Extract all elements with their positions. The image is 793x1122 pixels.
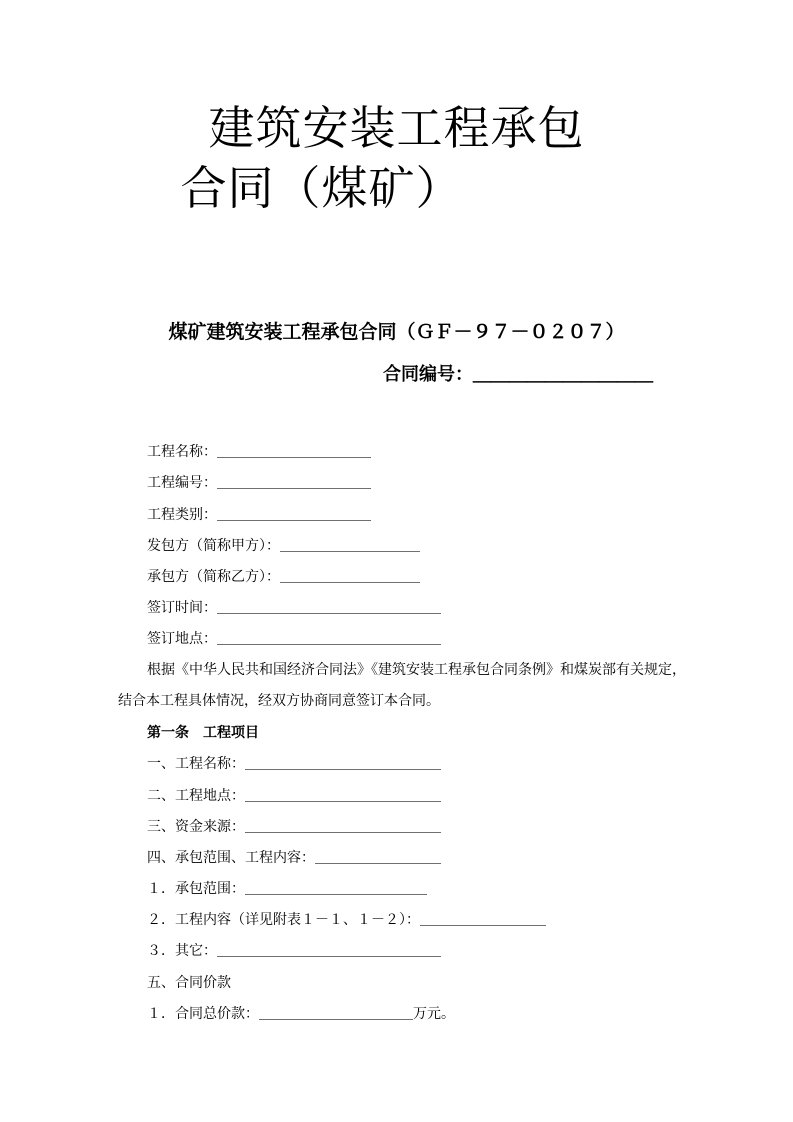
field-project-number: 工程编号：＿＿＿＿＿＿＿＿＿＿＿ bbox=[147, 475, 371, 491]
article1-item: １．承包范围：＿＿＿＿＿＿＿＿＿＿＿＿＿ bbox=[147, 881, 427, 897]
article1-item: 五、合同价款 bbox=[147, 975, 231, 991]
preamble-line1: 根据《中华人民共和国经济合同法》《建筑安装工程承包合同条例》和煤炭部有关规定， bbox=[147, 662, 686, 678]
document-title-line2: 合同（煤矿） bbox=[180, 161, 463, 215]
article1-item: 四、承包范围、工程内容：＿＿＿＿＿＿＿＿＿ bbox=[147, 850, 441, 866]
preamble-line2: 结合本工程具体情况，经双方协商同意签订本合同。 bbox=[118, 693, 440, 709]
article1-item: ３．其它：＿＿＿＿＿＿＿＿＿＿＿＿＿＿＿＿ bbox=[147, 943, 441, 959]
field-project-category: 工程类别：＿＿＿＿＿＿＿＿＿＿＿ bbox=[147, 507, 371, 523]
contract-subtitle: 煤矿建筑安装工程承包合同（ＧＦ－９７－０２０７） bbox=[168, 321, 625, 343]
field-project-name: 工程名称：＿＿＿＿＿＿＿＿＿＿＿ bbox=[147, 444, 371, 460]
article1-item: 二、工程地点：＿＿＿＿＿＿＿＿＿＿＿＿＿＿ bbox=[147, 788, 441, 804]
article1-item: １．合同总价款：＿＿＿＿＿＿＿＿＿＿＿万元。 bbox=[147, 1006, 455, 1022]
article1-heading: 第一条 工程项目 bbox=[147, 725, 259, 741]
article1-item: ２．工程内容（详见附表１－１、１－２）：＿＿＿＿＿＿＿＿＿ bbox=[147, 912, 546, 928]
field-signing-time: 签订时间：＿＿＿＿＿＿＿＿＿＿＿＿＿＿＿＿ bbox=[147, 600, 441, 616]
article1-item: 一、工程名称：＿＿＿＿＿＿＿＿＿＿＿＿＿＿ bbox=[147, 756, 441, 772]
field-party-a: 发包方（简称甲方）：＿＿＿＿＿＿＿＿＿＿ bbox=[147, 538, 420, 554]
field-party-b: 承包方（简称乙方）：＿＿＿＿＿＿＿＿＿＿ bbox=[147, 569, 420, 585]
contract-number: 合同编号：＿＿＿＿＿＿＿＿＿＿ bbox=[383, 364, 653, 385]
article1-item: 三、资金来源：＿＿＿＿＿＿＿＿＿＿＿＿＿＿ bbox=[147, 819, 441, 835]
document-title-line1: 建筑安装工程承包 bbox=[208, 101, 585, 155]
field-signing-place: 签订地点：＿＿＿＿＿＿＿＿＿＿＿＿＿＿＿＿ bbox=[147, 631, 441, 647]
